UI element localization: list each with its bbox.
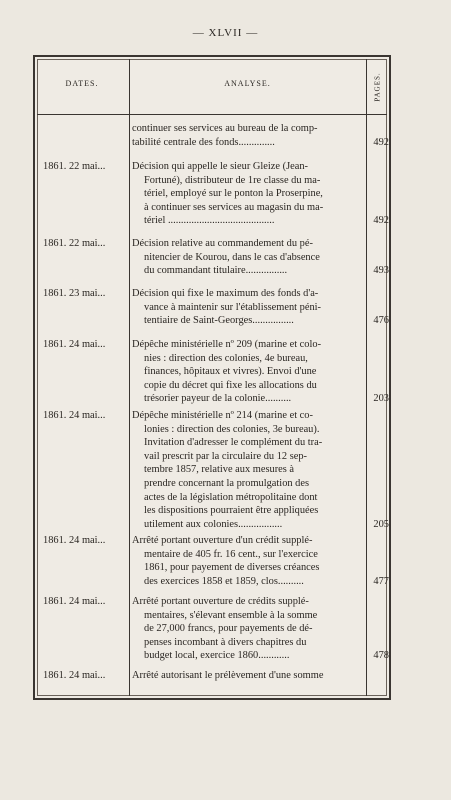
analysis-line: mentaire de 405 fr. 16 cent., sur l'exercice <box>144 548 318 560</box>
analysis-line: finances, hôpitaux et vivres). Envoi d'une <box>144 366 317 378</box>
entry-page: 492 <box>373 136 389 148</box>
header-rule <box>37 114 387 115</box>
entry-page: 477 <box>373 575 389 587</box>
analysis-line: tentiaire de Saint-Georges................ <box>144 315 294 327</box>
entry-date: 1861. 24 mai... <box>43 410 106 421</box>
column-divider <box>129 59 130 696</box>
analysis-line: actes de la législation métropolitaine dont <box>144 491 318 503</box>
entry-analysis <box>132 409 356 531</box>
column-divider <box>366 59 367 696</box>
entry-date: 1861. 23 mai... <box>43 288 106 299</box>
analysis-line: tériel ......................................... <box>144 215 275 227</box>
entry-date: 1861. 24 mai... <box>43 339 106 350</box>
analysis-line: trésorier payeur de la colonie.......... <box>144 393 292 405</box>
analysis-line: vail prescrit par la circulaire du 12 sep- <box>144 450 308 462</box>
analysis-line: penses incombant à divers chapitres du <box>144 636 307 648</box>
analysis-line: continuer ses services au bureau de la comp- <box>132 123 318 134</box>
analysis-line: nies : direction des colonies, 4e bureau, <box>144 352 308 364</box>
column-header-pages <box>366 61 389 113</box>
entry-page: 203 <box>373 393 389 405</box>
column-header-analyse: ANALYSE. <box>224 79 271 88</box>
entry-date: 1861. 24 mai... <box>43 670 106 681</box>
analysis-line: tériel, employé sur le ponton la Proserpine, <box>144 188 323 200</box>
analysis-line: des exercices 1858 et 1859, clos.......... <box>144 575 304 587</box>
index-table <box>33 55 391 700</box>
column-header-pages-label: PAGES. <box>373 72 382 102</box>
analysis-line: 1861, pour payement de diverses créances <box>144 562 320 574</box>
analysis-line: Invitation d'adresser le complément du tra- <box>144 437 323 449</box>
analysis-line: Arrêté portant ouverture d'un crédit supplé- <box>132 535 313 546</box>
analysis-line: Dépêche ministérielle nº 209 (marine et colo- <box>132 339 322 350</box>
analysis-line: du commandant titulaire................ <box>144 265 288 277</box>
analysis-line: lonies : direction des colonies, 3e bureau). <box>144 423 320 435</box>
analysis-line: Arrêté portant ouverture de crédits supplé- <box>132 596 309 607</box>
entry-analysis <box>132 122 356 149</box>
analysis-line: Dépêche ministérielle nº 214 (marine et co- <box>132 410 313 421</box>
entry-date: 1861. 24 mai... <box>43 596 106 607</box>
analysis-line: tabilité centrale des fonds.............. <box>132 136 275 148</box>
entry-page: 205 <box>373 518 389 530</box>
entry-page: 493 <box>373 265 389 277</box>
analysis-line: de 27,000 francs, pour payements de dé- <box>144 623 313 635</box>
analysis-line: Arrêté autorisant le prélèvement d'une somme <box>132 670 324 681</box>
entry-date: 1861. 24 mai... <box>43 535 106 546</box>
entry-analysis <box>132 669 356 683</box>
entry-analysis <box>132 338 356 406</box>
analysis-line: à continuer ses services au magasin du ma- <box>144 201 324 213</box>
analysis-line: Fortuné), distributeur de 1re classe du ma- <box>144 174 321 186</box>
analysis-line: les dispositions pourraient être appliquées <box>144 505 319 517</box>
analysis-line: copie du décret qui fixe les allocations du <box>144 379 317 391</box>
analysis-line: tembre 1857, relative aux mesures à <box>144 464 295 476</box>
analysis-line: vance à maintenir sur l'établissement péni- <box>144 301 322 313</box>
entry-analysis <box>132 595 356 663</box>
analysis-line: Décision qui fixe le maximum des fonds d'a- <box>132 288 319 299</box>
column-header-dates: DATES. <box>65 79 99 88</box>
entry-page: 476 <box>373 315 389 327</box>
analysis-line: mentaires, s'élevant ensemble à la somme <box>144 609 318 621</box>
entry-analysis <box>132 287 356 328</box>
entry-date: 1861. 22 mai... <box>43 238 106 249</box>
analysis-line: Décision qui appelle le sieur Gleize (Jean- <box>132 161 308 172</box>
analysis-line: Décision relative au commandement du pé- <box>132 238 313 249</box>
entry-date: 1861. 22 mai... <box>43 161 106 172</box>
entry-analysis <box>132 534 356 588</box>
analysis-line: budget local, exercice 1860............ <box>144 650 290 662</box>
entry-analysis <box>132 160 356 228</box>
entry-page: 478 <box>373 650 389 662</box>
page-number: — XLVII — <box>192 27 259 39</box>
analysis-line: nitencier de Kourou, dans le cas d'absence <box>144 251 320 263</box>
analysis-line: prendre concernant la promulgation des <box>144 477 310 489</box>
entry-page: 492 <box>373 215 389 227</box>
analysis-line: utilement aux colonies................. <box>144 518 283 530</box>
entry-analysis <box>132 237 356 278</box>
